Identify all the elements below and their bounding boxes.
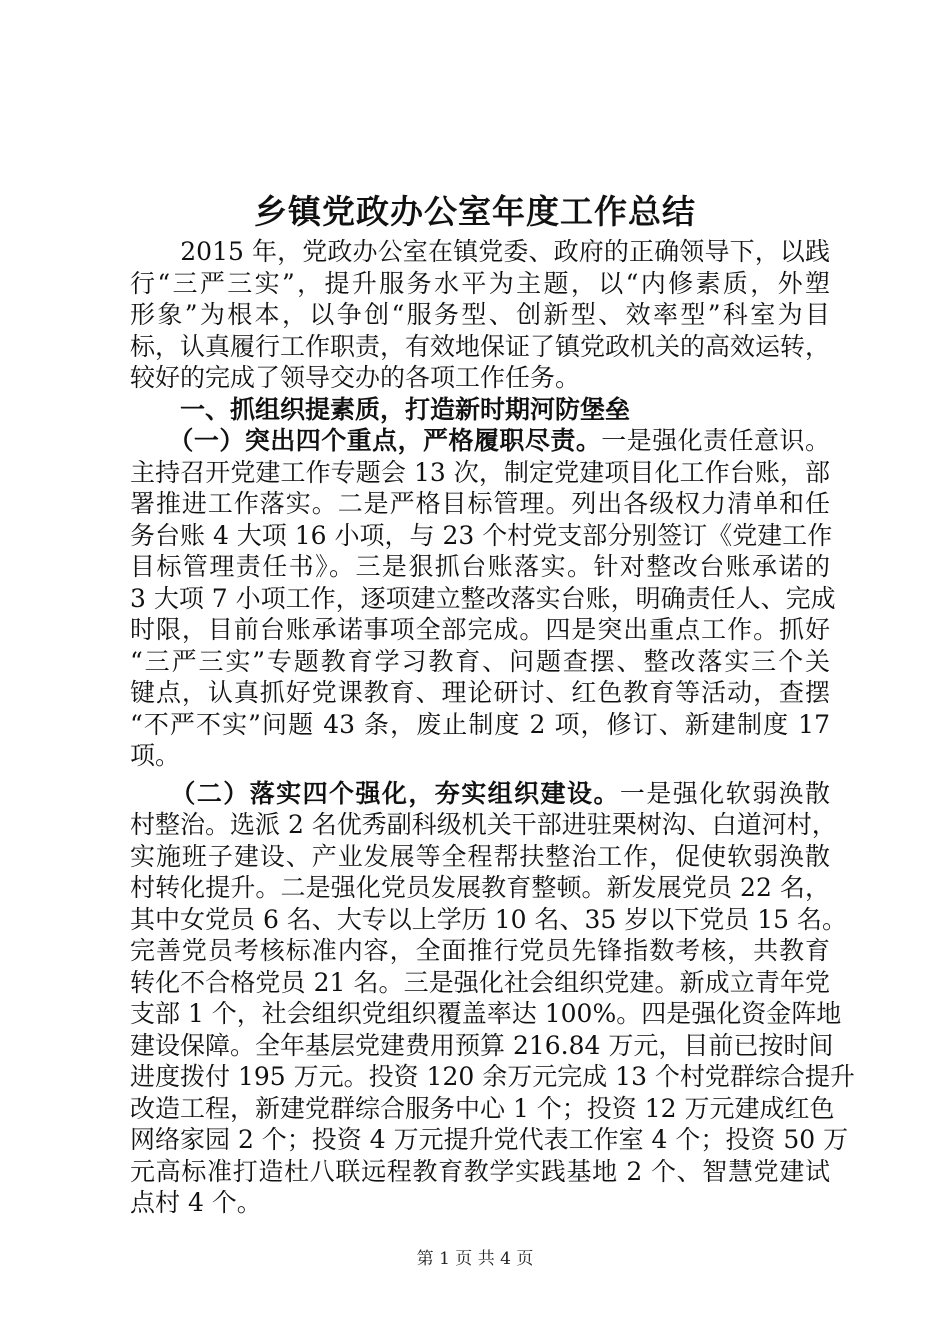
paragraph-line: 改造工程，新建党群综合服务中心 1 个；投资 12 万元建成红色 <box>130 1093 835 1123</box>
paragraph-line: “不严不实”问题 43 条，废止制度 2 项，修订、新建制度 17 <box>130 709 830 739</box>
paragraph-line: 建设保障。全年基层党建费用预算 216.84 万元，目前已按时间 <box>130 1030 834 1060</box>
paragraph-line: 完善党员考核标准内容，全面推行党员先锋指数考核，共教育 <box>130 936 830 965</box>
paragraph-line: 目标管理责任书》。三是狠抓台账落实。针对整改台账承诺的 <box>130 552 830 581</box>
paragraph-line: 键点，认真抓好党课教育、理论研讨、红色教育等活动，查摆 <box>130 678 830 707</box>
paragraph-first-line <box>130 778 830 810</box>
paragraph-line: 其中女党员 6 名、大专以上学历 10 名、35 岁以下党员 15 名。 <box>130 904 847 934</box>
paragraph-line: 村转化提升。二是强化党员发展教育整顿。新发展党员 22 名， <box>130 873 830 902</box>
intro-line: 行“三严三实”，提升服务水平为主题，以“内修素质，外塑 <box>130 268 830 298</box>
paragraph-heading: （二）落实四个强化，夯实组织建设。 <box>130 778 620 808</box>
paragraph-line: 进度拨付 195 万元。投资 120 余万元完成 13 个村党群综合提升 <box>130 1062 855 1091</box>
intro-line: 较好的完成了领导交办的各项工作任务。 <box>130 363 581 392</box>
page-footer: 第 1 页 共 4 页 <box>416 1249 534 1269</box>
document-title: 乡镇党政办公室年度工作总结 <box>254 192 696 231</box>
paragraph-line: 主持召开党建工作专题会 13 次，制定党建项目化工作台账，部 <box>130 457 830 487</box>
paragraph-line: 支部 1 个，社会组织党组织覆盖率达 100%。四是强化资金阵地 <box>130 999 842 1028</box>
paragraph-line: 项。 <box>130 741 181 770</box>
paragraph-line: 元高标准打造杜八联远程教育教学实践基地 2 个、智慧党建试 <box>130 1156 830 1186</box>
paragraph-first-line <box>130 425 830 457</box>
paragraph-line: 时限，目前台账承诺事项全部完成。四是突出重点工作。抓好 <box>130 615 830 644</box>
paragraph-line: 点村 4 个。 <box>130 1188 262 1217</box>
paragraph-line: 实施班子建设、产业发展等全程帮扶整治工作，促使软弱涣散 <box>130 841 830 871</box>
intro-line: 标，认真履行工作职责，有效地保证了镇党政机关的高效运转， <box>130 331 831 361</box>
paragraph-line: 网络家园 2 个；投资 4 万元提升党代表工作室 4 个；投资 50 万 <box>130 1125 849 1154</box>
paragraph-line: 3 大项 7 小项工作，逐项建立整改落实台账，明确责任人、完成 <box>130 583 836 613</box>
paragraph-line: 村整治。选派 2 名优秀副科级机关干部进驻栗树沟、白道河村， <box>130 810 837 839</box>
paragraph-heading: （一）突出四个重点，严格履职尽责。 <box>130 426 602 455</box>
paragraph-line: 转化不合格党员 21 名。三是强化社会组织党建。新成立青年党 <box>130 967 830 997</box>
intro-line: 2015 年，党政办公室在镇党委、政府的正确领导下，以践 <box>130 237 830 266</box>
paragraph-text: 一是强化责任意识。 <box>601 426 830 455</box>
paragraph-line: 署推进工作落实。二是严格目标管理。列出各级权力清单和任 <box>130 489 830 518</box>
intro-line: 形象”为根本，以争创“服务型、创新型、效率型”科室为目 <box>130 300 830 329</box>
paragraph-line: 务台账 4 大项 16 小项，与 23 个村党支部分别签订《党建工作 <box>130 520 833 550</box>
section-heading: 一、抓组织提素质，打造新时期河防堡垒 <box>130 394 631 424</box>
paragraph-text: 一是强化软弱涣散 <box>619 778 830 808</box>
document-body <box>130 236 855 1219</box>
paragraph-line: “三严三实”专题教育学习教育、问题查摆、整改落实三个关 <box>130 646 830 676</box>
